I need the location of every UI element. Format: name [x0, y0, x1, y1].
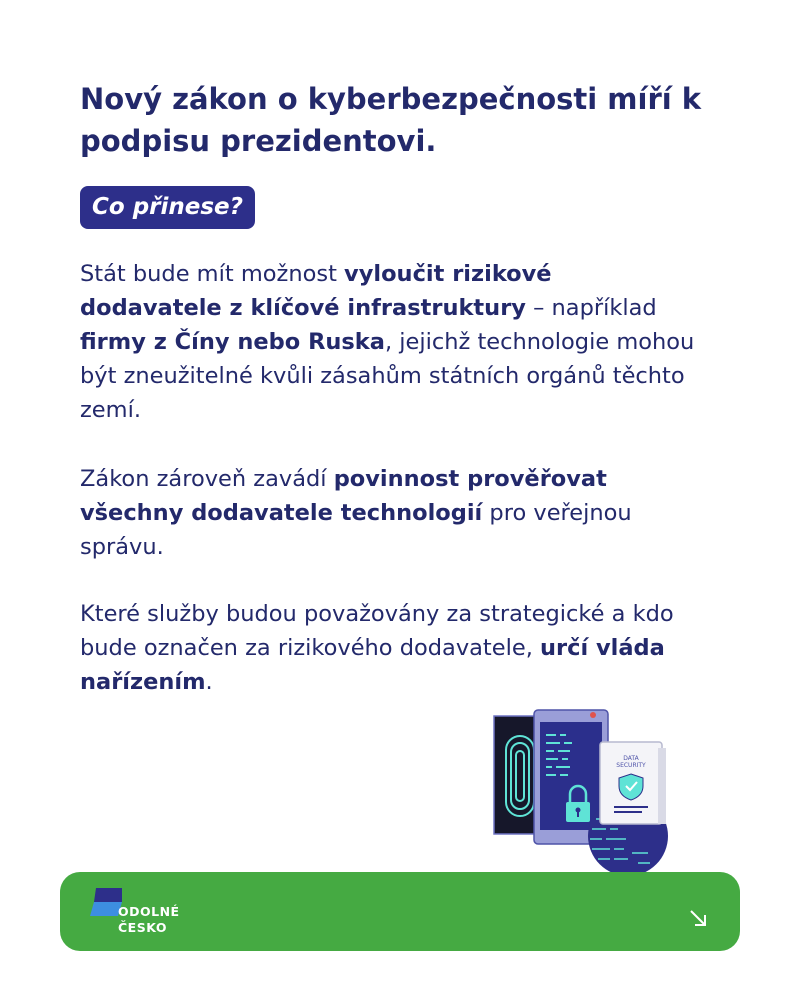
paragraph-3	[80, 597, 700, 699]
page-title: Nový zákon o kyberbezpečnosti míří k podpisu prezidentovi.	[80, 82, 702, 158]
body-text: Stát bude mít možnost	[80, 261, 345, 287]
body-text: – například	[525, 295, 657, 321]
section-label-pill: Co přinese?	[80, 186, 255, 229]
emphasis-text: určí vláda nařízením	[80, 635, 665, 695]
document-label-line1: DATA	[623, 755, 639, 762]
emphasis-text: firmy z Číny nebo Ruska	[80, 329, 385, 355]
document-label-line2: SECURITY	[616, 762, 646, 769]
logo-line-2: ČESKO	[118, 920, 167, 935]
body-text: .	[205, 669, 213, 695]
body-text: pro veřejnou správu.	[80, 500, 632, 560]
emphasis-text: povinnost prověřovat všechny dodavatele technologií	[80, 466, 607, 526]
footer-bar	[60, 872, 740, 951]
emphasis-text: vyloučit rizikové dodavatele z klíčové infrastruktury	[80, 261, 552, 321]
logo-text	[118, 904, 180, 936]
body-text: Které služby budou považovány za strategické a kdo bude označen za rizikového dodavatele,	[80, 601, 674, 661]
logo-line-1: ODOLNÉ	[118, 904, 180, 919]
arrow-down-right-icon[interactable]	[688, 908, 708, 928]
body-text: Zákon zároveň zavádí	[80, 466, 334, 492]
paragraph-1	[80, 257, 700, 427]
paragraph-2	[80, 462, 700, 564]
body-text: , jejichž technologie mohou být zneužitelné kvůli zásahům státních orgánů těchto zemí.	[80, 329, 695, 423]
data-security-illustration	[488, 706, 683, 880]
